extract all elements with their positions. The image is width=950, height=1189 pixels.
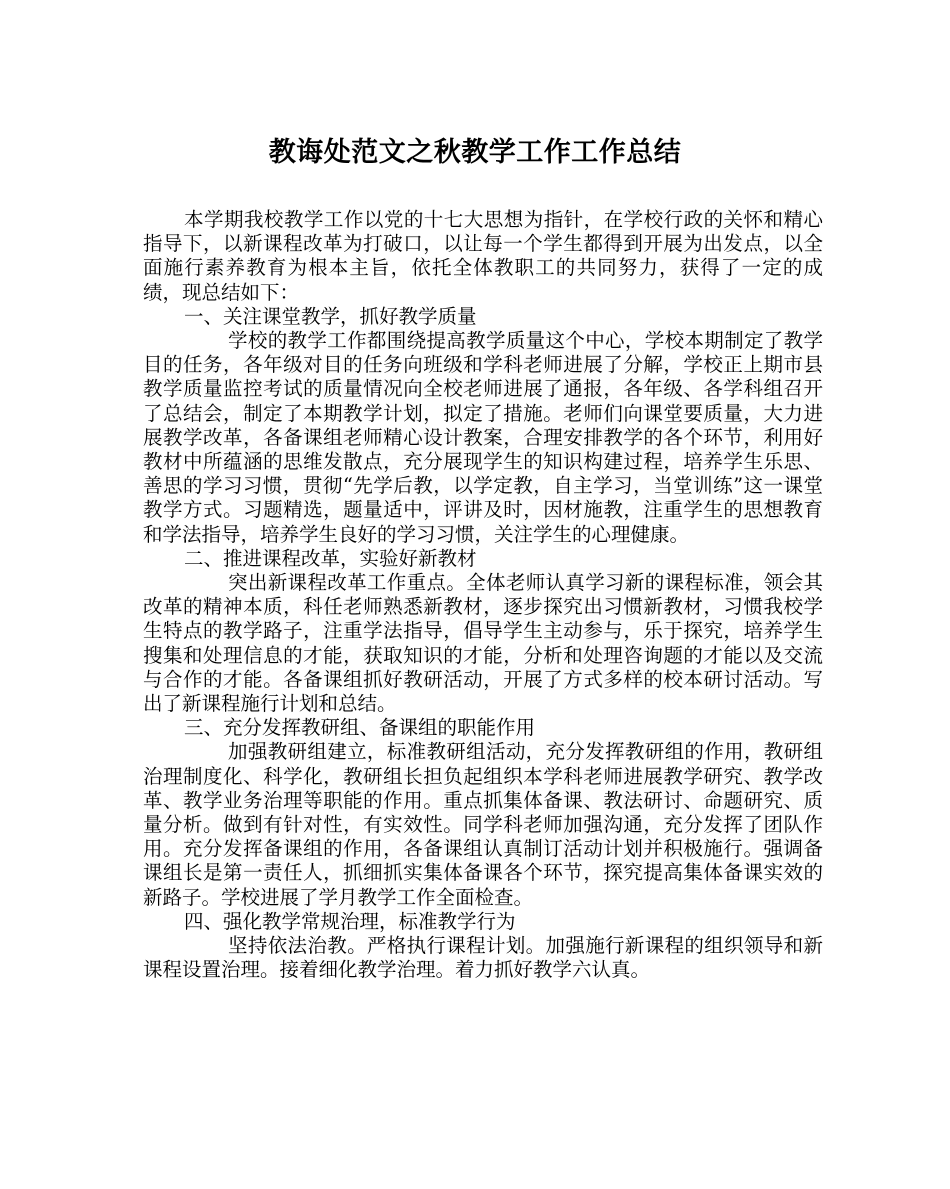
section-paragraph-4: 坚持依法治教。严格执行课程计划。加强施行新课程的组织领导和新课程设置治理。接着细化教学治理。着力抓好教学六认真。	[143, 934, 823, 982]
section-heading-3: 三、充分发挥教研组、备课组的职能作用	[184, 716, 536, 740]
section-paragraph-2: 突出新课程改革工作重点。全体老师认真学习新的课程标准，领会其改革的精神本质，科任老师熟悉新教材，逐步探究出习惯新教材，习惯我校学生特点的教学路子，注重学法指导，倡导学生主动参与，乐于探究，培养学生搜集和处理信息的才能，获取知识的才能，分析和处理咨询题的才能以及交流与合作的才能。各备课组抓好教研活动，开展了方式多样的校本研讨活动。写出了新课程施行计划和总结。	[143, 571, 823, 716]
section-heading-4: 四、强化教学常规治理，标准教学行为	[184, 909, 516, 933]
section-heading-1: 一、关注课堂教学，抓好教学质量	[184, 304, 477, 328]
section-paragraph-1: 学校的教学工作都围绕提高教学质量这个中心，学校本期制定了教学目的任务，各年级对目的任务向班级和学科老师进展了分解，学校正上期市县教学质量监控考试的质量情况向全校老师进展了通报，各年级、各学科组召开了总结会，制定了本期教学计划，拟定了措施。老师们向课堂要质量，大力进展教学改革，各备课组老师精心设计教案，合理安排教学的各个环节，利用好教材中所蕴涵的思维发散点，充分展现学生的知识构建过程，培养学生乐思、善思的学习习惯，贯彻“先学后教，以学定教，自主学习，当堂训练”这一课堂教学方式。习题精选，题量适中，评讲及时，因材施教，注重学生的思想教育和学法指导，培养学生良好的学习习惯，关注学生的心理健康。	[143, 329, 823, 546]
intro-paragraph: 本学期我校教学工作以党的十七大思想为指针，在学校行政的关怀和精心指导下，以新课程改革为打破口，以让每一个学生都得到开展为出发点，以全面施行素养教育为根本主旨，依托全体教职工的共同努力，获得了一定的成绩，现总结如下：	[143, 208, 823, 304]
document-body	[143, 208, 823, 983]
document-title: 教诲处范文之秋教学工作工作总结	[268, 137, 682, 168]
section-paragraph-3: 加强教研组建立，标准教研组活动，充分发挥教研组的作用，教研组治理制度化、科学化，教研组长担负起组织本学科老师进展教学研究、教学改革、教学业务治理等职能的作用。重点抓集体备课、教法研讨、命题研究、质量分析。做到有针对性，有实效性。同学科老师加强沟通，充分发挥了团队作用。充分发挥备课组的作用，各备课组认真制订活动计划并积极施行。强调备课组长是第一责任人，抓细抓实集体备课各个环节，探究提高集体备课实效的新路子。学校进展了学月教学工作全面检查。	[143, 740, 823, 909]
section-heading-2: 二、推进课程改革，实验好新教材	[184, 546, 477, 570]
